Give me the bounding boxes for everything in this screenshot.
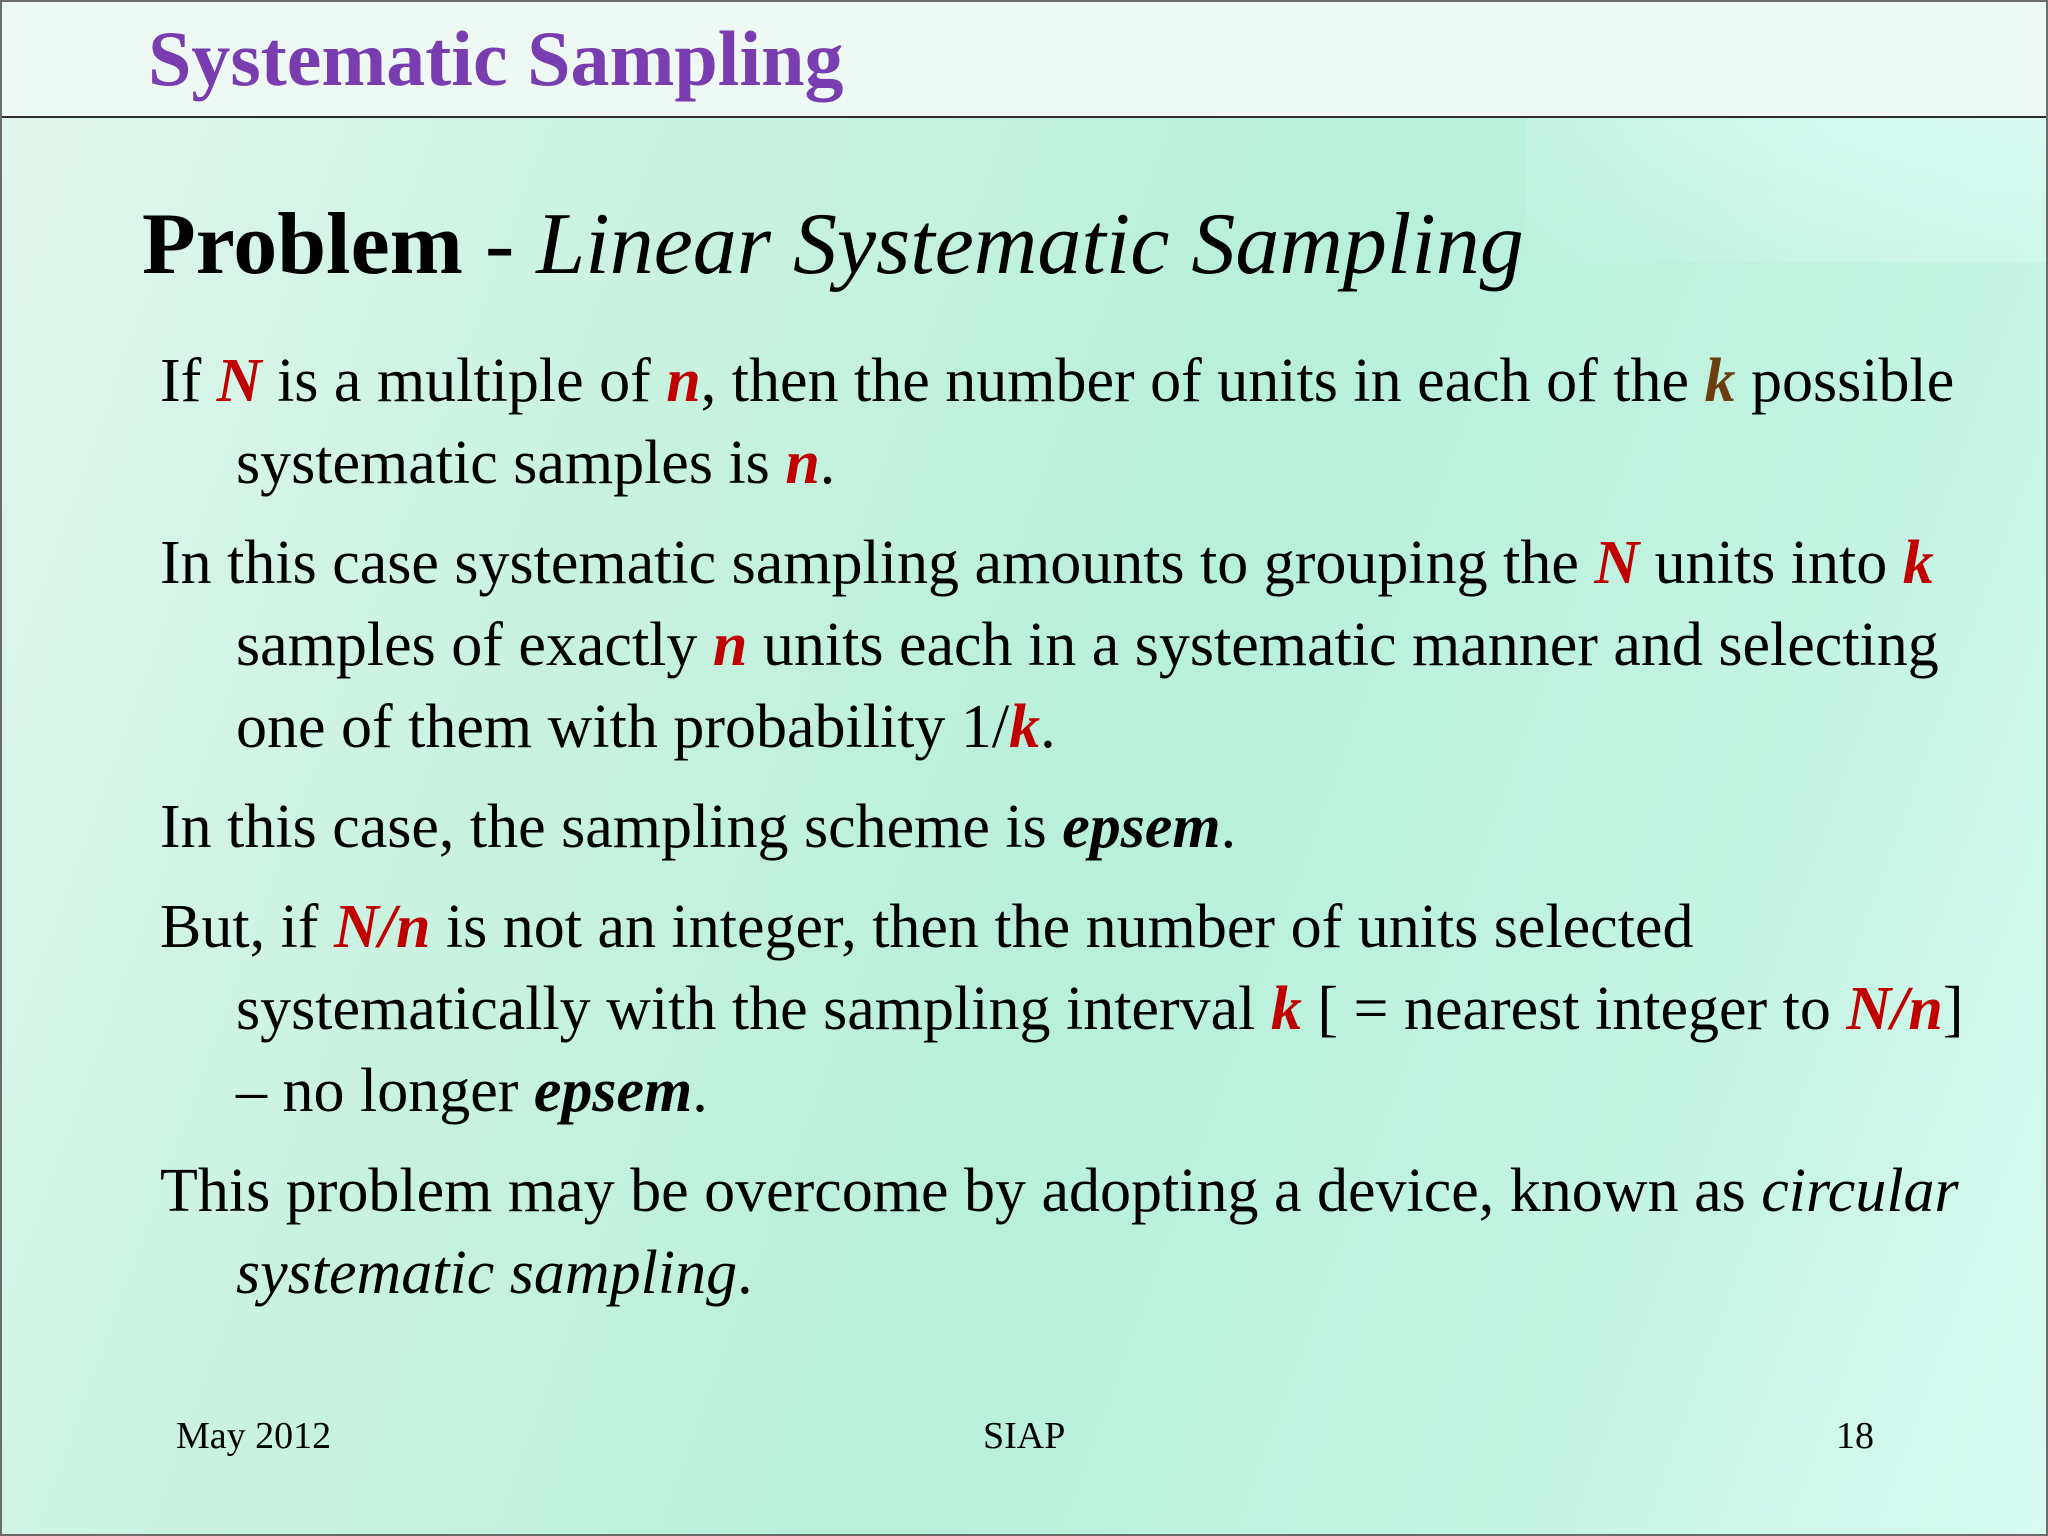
text-run: ] – no longer xyxy=(236,975,1964,1125)
term-epsem: epsem xyxy=(1062,793,1221,861)
text-run: . xyxy=(1040,693,1056,761)
heading-main: Problem xyxy=(142,196,463,293)
text-run: [ = nearest integer to xyxy=(1301,975,1847,1043)
paragraph-2 xyxy=(160,522,1990,768)
text-run: is not an integer, then the number of units selected systematically with the sampling interval xyxy=(236,893,1694,1043)
text-run: But, if xyxy=(160,893,334,961)
paragraph-5 xyxy=(160,1150,1990,1314)
variable-k: k xyxy=(1704,347,1736,415)
text-run: units each in a systematic manner and selecting one of them with probability 1/ xyxy=(236,611,1939,761)
variable-k: k xyxy=(1270,975,1302,1043)
variable-n: n xyxy=(712,611,748,679)
header-band xyxy=(2,2,2046,118)
paragraph-3 xyxy=(160,786,1990,868)
term-circular-systematic-sampling: circular systematic sampling xyxy=(236,1157,1959,1307)
heading-subtitle: Linear Systematic Sampling xyxy=(536,196,1524,293)
slide-title: Systematic Sampling xyxy=(148,15,844,102)
page-number: 18 xyxy=(1836,1415,1874,1457)
variable-N: N xyxy=(1594,529,1640,597)
variable-N-over-n: N/n xyxy=(333,893,431,961)
text-run: . xyxy=(737,1239,753,1307)
text-run: If xyxy=(160,347,217,415)
paragraph-1 xyxy=(160,340,1990,504)
content-body xyxy=(160,340,1990,1332)
text-run: possible systematic samples is xyxy=(236,347,1955,497)
variable-N-over-n: N/n xyxy=(1846,975,1943,1043)
variable-k: k xyxy=(1009,693,1041,761)
variable-N: N xyxy=(216,347,262,415)
variable-n: n xyxy=(785,429,820,497)
heading-separator: - xyxy=(462,196,537,293)
text-run: . xyxy=(692,1057,708,1125)
text-run: . xyxy=(1220,793,1237,861)
variable-k: k xyxy=(1902,529,1934,597)
text-run: This problem may be overcome by adopting a device, known as xyxy=(160,1157,1762,1225)
variable-n: n xyxy=(666,347,701,415)
text-run: samples of exactly xyxy=(236,611,713,679)
text-run: In this case, the sampling scheme is xyxy=(160,793,1063,861)
text-run: , then the number of units in each of the xyxy=(700,347,1705,415)
footer-organization: SIAP xyxy=(983,1415,1066,1457)
text-run: units into xyxy=(1639,529,1903,597)
footer-date: May 2012 xyxy=(176,1415,332,1457)
paragraph-4 xyxy=(160,886,1990,1132)
term-epsem: epsem xyxy=(533,1057,693,1125)
section-heading xyxy=(142,194,1524,295)
text-run: In this case systematic sampling amounts to grouping the xyxy=(160,529,1595,597)
text-run: is a multiple of xyxy=(261,347,667,415)
text-run: . xyxy=(819,429,836,497)
